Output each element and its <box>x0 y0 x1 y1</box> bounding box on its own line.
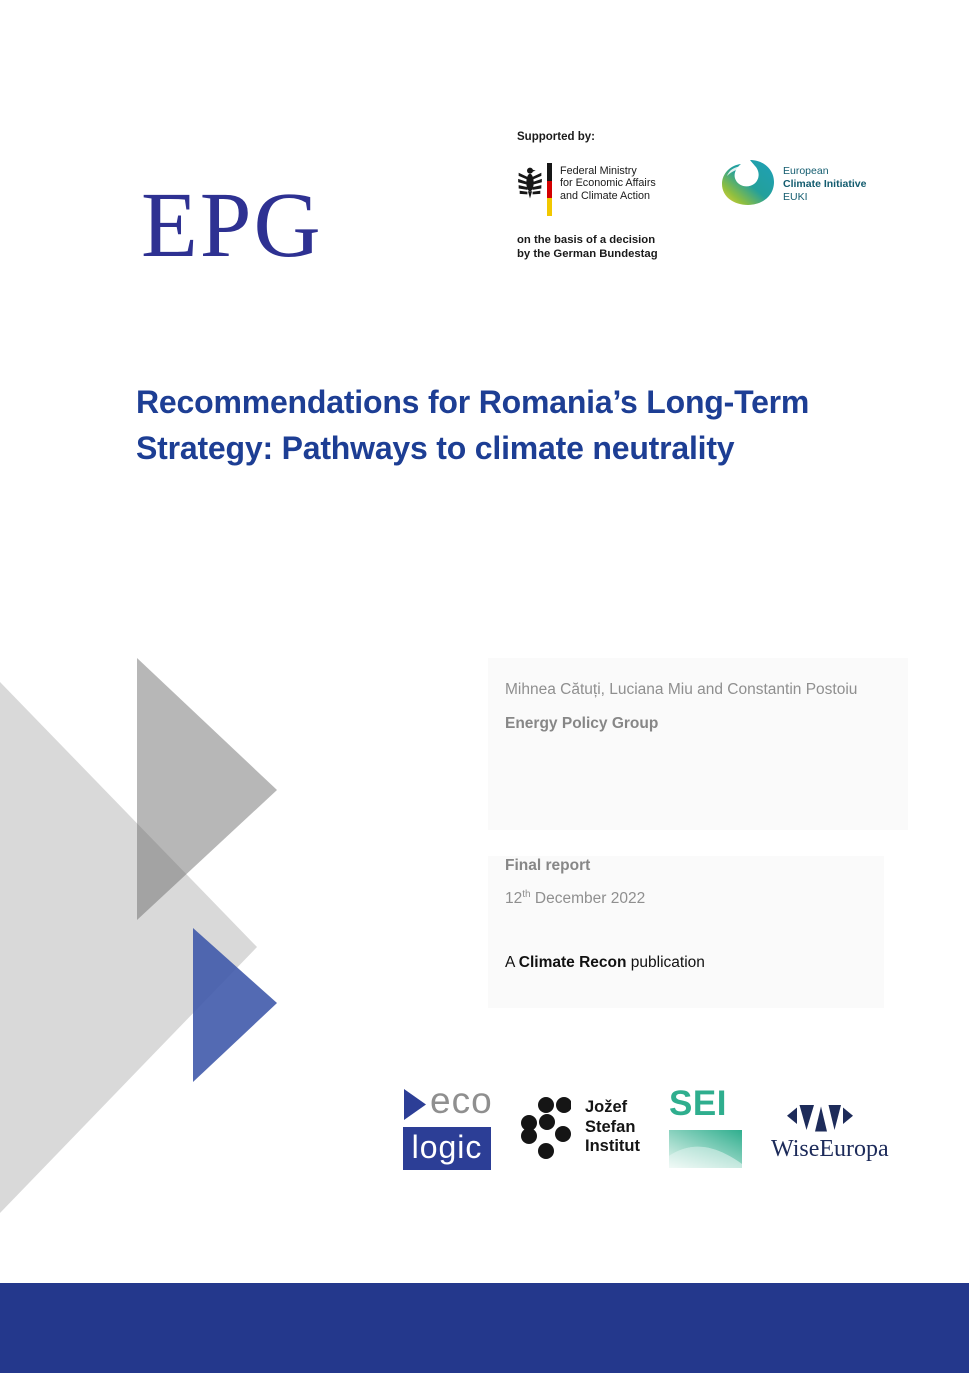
bundestag-note <box>517 234 658 261</box>
publication-suffix: publication <box>626 954 705 971</box>
euki-swirl-icon <box>720 158 776 208</box>
sei-flag-icon <box>669 1130 742 1168</box>
publication-line <box>505 954 705 972</box>
organization-name: Energy Policy Group <box>505 715 659 732</box>
german-flag-bar-icon <box>547 163 552 216</box>
jsi-logo-text <box>585 1098 640 1157</box>
epg-logo: EPG <box>141 174 323 277</box>
footer-bar <box>0 1283 969 1373</box>
jsi-line: Institut <box>585 1137 640 1155</box>
euki-line: Climate Initiative <box>783 178 867 190</box>
publication-brand: Climate Recon <box>518 954 627 971</box>
report-info-panel <box>488 856 884 1008</box>
supported-by-label: Supported by: <box>517 131 595 143</box>
euki-name <box>783 165 866 204</box>
report-date <box>505 890 645 908</box>
ecologic-logo-top: eco <box>430 1080 493 1121</box>
wiseeuropa-mark-icon <box>787 1105 853 1132</box>
page-title-line2: Strategy: Pathways to climate neutrality <box>136 430 735 466</box>
report-type-label: Final report <box>505 857 591 874</box>
euki-line: European <box>783 165 829 177</box>
authors-line: Mihnea Cătuți, Luciana Miu and Constantin Postoiu <box>505 681 858 698</box>
ecologic-triangle-icon <box>404 1089 426 1120</box>
publication-prefix: A <box>505 954 519 971</box>
page-title-line1: Recommendations for Romania’s Long-Term <box>136 384 810 420</box>
ministry-name <box>560 163 656 202</box>
german-eagle-icon <box>517 165 543 199</box>
bundestag-line: on the basis of a decision <box>517 234 656 246</box>
page-title <box>136 379 809 471</box>
euki-line: EUKI <box>783 191 808 203</box>
ministry-line: Federal Ministry <box>560 165 637 177</box>
german-ministry-logo <box>517 163 656 216</box>
sei-logo-text: SEI <box>669 1084 727 1123</box>
wiseeuropa-logo-text: WiseEuropa <box>771 1136 889 1162</box>
ecologic-logo-text: logic <box>411 1129 483 1165</box>
jsi-line: Stefan <box>585 1117 636 1136</box>
euki-logo <box>720 158 866 208</box>
bundestag-line: by the German Bundestag <box>517 247 658 260</box>
jsi-line: Jožef <box>585 1098 628 1116</box>
date-day: 12 <box>505 890 523 907</box>
decorative-triangles <box>0 640 290 1220</box>
date-rest: December 2022 <box>530 890 646 907</box>
jsi-dots-icon <box>521 1097 571 1159</box>
ministry-line: and Climate Action <box>560 189 651 202</box>
date-ordinal: th <box>522 888 531 900</box>
ministry-line: for Economic Affairs <box>560 177 656 190</box>
ecologic-logo-bottom <box>403 1127 491 1170</box>
